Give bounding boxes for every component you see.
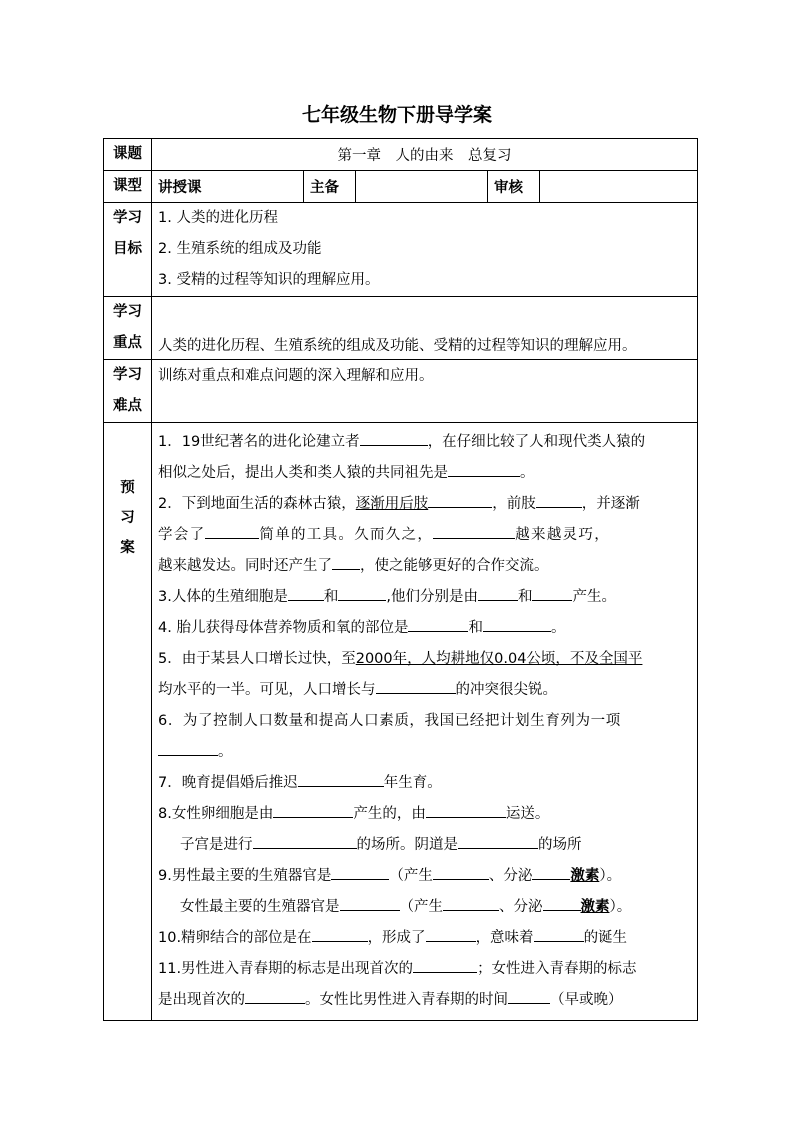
answer-blank[interactable] (158, 741, 218, 756)
answer-blank[interactable] (331, 865, 389, 880)
objectives-row (104, 203, 698, 297)
question-2: 2．下到地面生活的森林古猿，逐渐用后肢 ，前肢 ，并逐渐 (158, 489, 691, 520)
preview-row (104, 423, 698, 1021)
objective-item: 2. 生殖系统的组成及功能 (158, 241, 322, 257)
question-11-cont: 是出现首次的 。女性比男性进入青春期的时间 （早或晚） (158, 985, 691, 1016)
topic-row (104, 139, 698, 171)
type-row (104, 171, 698, 203)
objectives-label (104, 203, 152, 297)
difficulties-label-line1: 学习 (113, 367, 142, 383)
question-6-cont: 。 (158, 737, 691, 768)
topic-value: 第一章 人的由来 总复习 (152, 139, 698, 171)
preview-label-char: 案 (120, 540, 135, 556)
answer-blank[interactable] (448, 462, 520, 477)
question-1: 1．19世纪著名的进化论建立者 ，在仔细比较了人和现代类人猿的 (158, 427, 691, 458)
key-points-row (104, 297, 698, 360)
answer-blank[interactable] (534, 927, 584, 942)
question-8-cont: 子宫是进行 的场所。阴道是 的场所 (158, 830, 691, 861)
difficulties-label (104, 360, 152, 423)
answer-blank[interactable] (312, 927, 368, 942)
review-label: 审核 (488, 171, 540, 203)
answer-blank[interactable] (332, 555, 360, 570)
key-points-label-line2: 重点 (113, 335, 142, 351)
answer-blank[interactable] (338, 586, 386, 601)
question-9: 9.男性最主要的生殖器官是 （产生 、分泌 激素）。 (158, 861, 691, 892)
study-plan-table (103, 138, 698, 1021)
preview-label (104, 423, 152, 1021)
answer-blank[interactable] (428, 493, 492, 508)
preview-content (152, 423, 698, 1021)
answer-blank[interactable] (273, 803, 353, 818)
answer-blank[interactable] (532, 586, 572, 601)
question-2-cont: 学会了 简单的工具。久而久之， 越来越灵巧， (158, 520, 691, 551)
question-11: 11.男性进入青春期的标志是出现首次的 ；女性进入青春期的标志 (158, 954, 691, 985)
answer-blank[interactable] (483, 617, 551, 632)
preview-label-char: 预 (120, 480, 135, 496)
answer-blank[interactable] (458, 834, 538, 849)
author-value (356, 171, 488, 203)
answer-blank[interactable] (205, 524, 259, 539)
objective-item: 1. 人类的进化历程 (158, 210, 278, 226)
key-points-label-line1: 学习 (113, 304, 142, 320)
answer-blank[interactable] (433, 865, 489, 880)
answer-blank[interactable] (408, 617, 468, 632)
answer-blank[interactable] (426, 803, 506, 818)
question-10: 10.精卵结合的部位是在 ，形成了 ，意味着 的诞生 (158, 923, 691, 954)
answer-blank[interactable] (478, 586, 518, 601)
answer-blank[interactable] (298, 772, 384, 787)
question-9-cont: 女性最主要的生殖器官是 （产生 、分泌 激素）。 (158, 892, 691, 923)
topic-label: 课题 (104, 139, 152, 171)
answer-blank[interactable] (253, 834, 357, 849)
answer-blank[interactable] (433, 524, 515, 539)
difficulties-text: 训练对重点和难点问题的深入理解和应用。 (152, 360, 698, 423)
objectives-content (152, 203, 698, 297)
key-points-text: 人类的进化历程、生殖系统的组成及功能、受精的过程等知识的理解应用。 (152, 297, 698, 360)
objectives-label-line1: 学习 (113, 210, 142, 226)
question-7: 7．晚育提倡婚后推迟 年生育。 (158, 768, 691, 799)
question-3: 3.人体的生殖细胞是 和 ,他们分别是由 和 产生。 (158, 582, 691, 613)
page-title: 七年级生物下册导学案 (301, 104, 492, 126)
author-label: 主备 (304, 171, 356, 203)
difficulties-row (104, 360, 698, 423)
answer-blank[interactable] (413, 958, 477, 973)
answer-blank[interactable] (245, 989, 305, 1004)
answer-blank[interactable] (543, 896, 581, 911)
question-1-cont: 相似之处后，提出人类和类人猿的共同祖先是 。 (158, 458, 691, 489)
answer-blank[interactable] (360, 431, 428, 446)
question-8: 8.女性卵细胞是由 产生的，由 运送。 (158, 799, 691, 830)
question-4: 4. 胎儿获得母体营养物质和氧的部位是 和 。 (158, 613, 691, 644)
preview-label-char: 习 (120, 510, 135, 526)
question-5-cont: 均水平的一半。可见，人口增长与 的冲突很尖锐。 (158, 675, 691, 706)
question-5: 5．由于某县人口增长过快，至2000年，人均耕地仅0.04公顷，不及全国平 (158, 651, 643, 667)
question-6: 6．为了控制人口数量和提高人口素质，我国已经把计划生育列为一项 (158, 713, 621, 729)
answer-blank[interactable] (426, 927, 476, 942)
answer-blank[interactable] (536, 493, 582, 508)
difficulties-label-line2: 难点 (113, 398, 142, 414)
answer-blank[interactable] (532, 865, 570, 880)
type-value: 讲授课 (152, 171, 304, 203)
answer-blank[interactable] (376, 679, 456, 694)
question-2-cont: 越来越发达。同时还产生了 ，使之能够更好的合作交流。 (158, 551, 691, 582)
answer-blank[interactable] (508, 989, 550, 1004)
answer-blank[interactable] (443, 896, 499, 911)
objective-item: 3. 受精的过程等知识的理解应用。 (158, 272, 380, 288)
objectives-label-line2: 目标 (113, 241, 142, 257)
key-points-label (104, 297, 152, 360)
answer-blank[interactable] (340, 896, 400, 911)
answer-blank[interactable] (288, 586, 324, 601)
reviewer-value (540, 171, 698, 203)
type-label: 课型 (104, 171, 152, 203)
